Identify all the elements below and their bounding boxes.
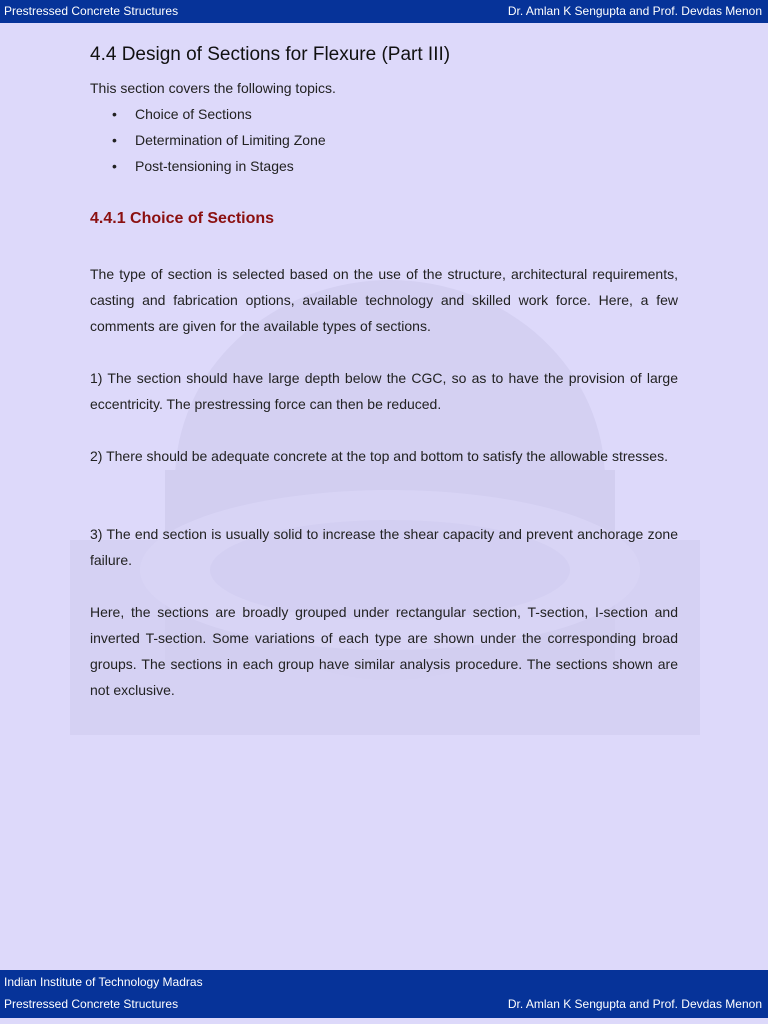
paragraph: Here, the sections are broadly grouped under rectangular section, T-section, I-section and inverted T-section. Some variations of each type are shown under the corresponding broad groups. The sections in each group have similar analysis procedure. The sections shown are not exclusive. <box>90 604 678 698</box>
section-intro: This section covers the following topics. <box>90 80 336 96</box>
paragraph: 3) The end section is usually solid to increase the shear capacity and prevent anchorage zone failure. <box>90 526 678 568</box>
footer-course-title: Prestressed Concrete Structures <box>4 997 179 1011</box>
topic-item: • Determination of Limiting Zone <box>90 130 326 156</box>
topic-list <box>90 104 326 182</box>
topic-item: • Post-tensioning in Stages <box>90 156 326 182</box>
page-footer <box>0 970 768 1018</box>
paragraph: 2) There should be adequate concrete at the top and bottom to satisfy the allowable stresses. <box>90 448 668 464</box>
page-bottom-margin <box>0 1018 768 1024</box>
header-authors: Dr. Amlan K Sengupta and Prof. Devdas Menon <box>507 4 762 18</box>
paragraph: 1) The section should have large depth below the CGC, so as to have the provision of large eccentricity. The prestressing force can then be reduced. <box>90 370 678 412</box>
subsection-title: 4.4.1 Choice of Sections <box>90 210 275 227</box>
header-course-title: Prestressed Concrete Structures <box>4 4 179 18</box>
footer-institute: Indian Institute of Technology Madras <box>4 975 203 989</box>
section-title: 4.4 Design of Sections for Flexure (Part III) <box>90 44 451 65</box>
topic-item: • Choice of Sections <box>90 104 326 130</box>
paragraph: The type of section is selected based on the use of the structure, architectural requirements, casting and fabrication options, available technology and skilled work force. Here, a few comments are given for the available types of sections. <box>90 266 678 334</box>
page-header <box>0 0 768 23</box>
footer-authors: Dr. Amlan K Sengupta and Prof. Devdas Menon <box>507 997 762 1011</box>
